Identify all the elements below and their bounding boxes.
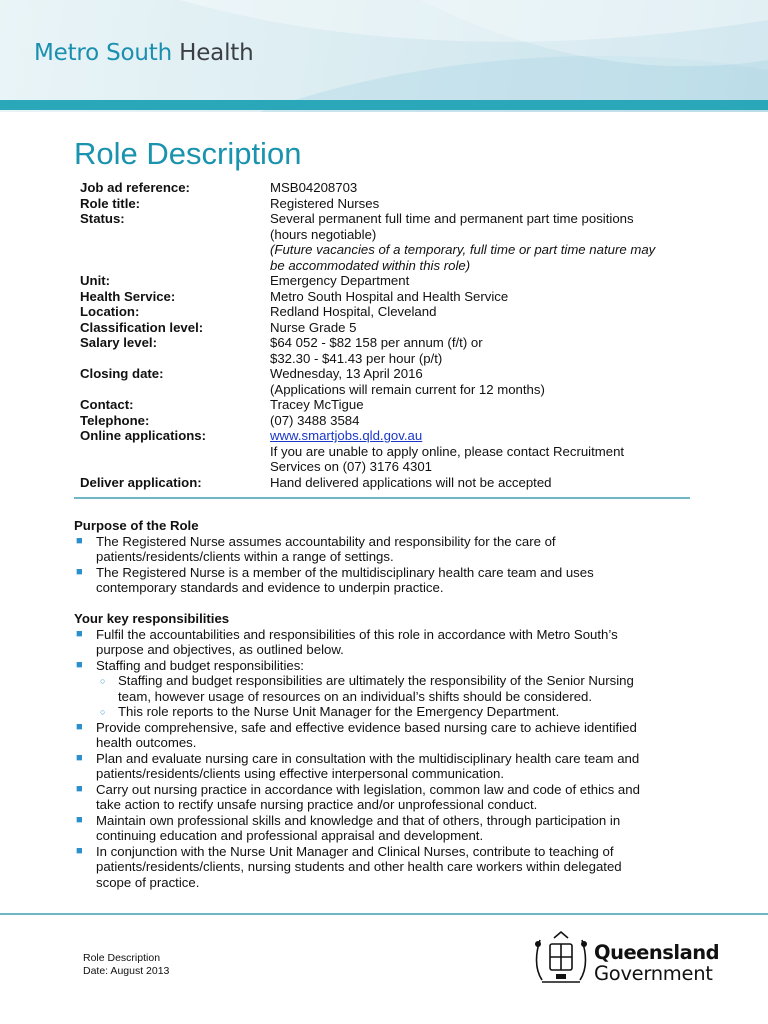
list-item bbox=[74, 751, 694, 782]
purpose-section bbox=[74, 518, 694, 596]
detail-value-line: Emergency Department bbox=[270, 273, 410, 288]
list-item-text: Plan and evaluate nursing care in consultation with the multidisciplinary health care team and bbox=[96, 750, 640, 766]
detail-row bbox=[80, 335, 700, 366]
detail-value-line: Metro South Hospital and Health Service bbox=[270, 288, 509, 304]
list-item-text: take action to rectify unsafe nursing practice and/or unprofessional conduct. bbox=[96, 797, 538, 812]
detail-row bbox=[80, 304, 700, 320]
detail-value bbox=[270, 428, 700, 475]
detail-value bbox=[270, 211, 700, 273]
list-item-text: Carry out nursing practice in accordance with legislation, common law and code of ethics and bbox=[96, 781, 640, 797]
detail-value-line: (07) 3488 3584 bbox=[270, 412, 360, 428]
detail-label: Salary level: bbox=[80, 335, 157, 350]
detail-value-line: Nurse Grade 5 bbox=[270, 319, 357, 335]
list-item-text: scope of practice. bbox=[96, 874, 200, 890]
detail-row bbox=[80, 196, 700, 212]
list-item bbox=[74, 658, 694, 674]
queensland-government-wordmark bbox=[594, 942, 719, 984]
detail-value-line: (hours negotiable) bbox=[270, 226, 377, 242]
list-item bbox=[74, 534, 694, 565]
header-band bbox=[0, 100, 768, 110]
brand-part1: Metro South bbox=[34, 40, 172, 66]
divider bbox=[74, 497, 690, 499]
detail-value-line: Registered Nurses bbox=[270, 195, 380, 211]
list-item-text: Provide comprehensive, safe and effective evidence based nursing care to achieve identified bbox=[96, 719, 637, 735]
circle-bullet-icon: ○ bbox=[100, 676, 106, 686]
sub-list-item bbox=[74, 673, 694, 704]
responsibilities-section bbox=[74, 611, 694, 890]
detail-row bbox=[80, 211, 700, 273]
detail-row bbox=[80, 397, 700, 413]
footer-divider bbox=[0, 913, 768, 915]
square-bullet-icon: ■ bbox=[76, 720, 83, 733]
detail-row bbox=[80, 180, 700, 196]
list-item bbox=[74, 627, 694, 658]
detail-value bbox=[270, 289, 700, 305]
detail-label: Job ad reference: bbox=[80, 180, 190, 195]
list-item-text: The Registered Nurse assumes accountability and responsibility for the care of bbox=[96, 533, 556, 549]
square-bullet-icon: ■ bbox=[76, 658, 83, 671]
detail-row bbox=[80, 413, 700, 429]
detail-value bbox=[270, 475, 700, 491]
detail-value-line: MSB04208703 bbox=[270, 180, 358, 195]
detail-row bbox=[80, 366, 700, 397]
list-item-text: purpose and objectives, as outlined below. bbox=[96, 642, 344, 657]
circle-bullet-icon: ○ bbox=[100, 707, 106, 717]
detail-value-line: $64 052 - $82 158 per annum (f/t) or bbox=[270, 335, 483, 350]
sub-list-item bbox=[74, 704, 694, 720]
detail-row bbox=[80, 320, 700, 336]
detail-label: Health Service: bbox=[80, 288, 176, 304]
square-bullet-icon: ■ bbox=[76, 534, 83, 547]
wordmark-queensland: Queensland bbox=[594, 941, 720, 964]
list-item bbox=[74, 720, 694, 751]
square-bullet-icon: ■ bbox=[76, 565, 83, 578]
detail-value-note: be accommodated within this role) bbox=[270, 257, 471, 273]
detail-label: Contact: bbox=[80, 397, 134, 412]
footer-doc-name: Role Description bbox=[83, 952, 161, 964]
detail-label: Deliver application: bbox=[80, 474, 202, 490]
detail-value bbox=[270, 180, 700, 196]
detail-label: Telephone: bbox=[80, 412, 150, 428]
detail-value bbox=[270, 273, 700, 289]
brand-part2: Health bbox=[179, 40, 254, 66]
list-item bbox=[74, 844, 694, 891]
responsibilities-heading: Your key responsibilities bbox=[74, 611, 230, 626]
list-item-text: team, however usage of resources on an individual’s shifts should be considered. bbox=[118, 688, 593, 704]
list-item-text: patients/residents/clients, nursing students and other health care workers within delegated bbox=[96, 859, 622, 874]
detail-value-line: Redland Hospital, Cleveland bbox=[270, 304, 437, 319]
detail-label: Online applications: bbox=[80, 428, 207, 443]
detail-value bbox=[270, 196, 700, 212]
detail-row bbox=[80, 289, 700, 305]
detail-value bbox=[270, 304, 700, 320]
detail-label: Location: bbox=[80, 304, 140, 319]
list-item-text: Staffing and budget responsibilities are ultimately the responsibility of the Senior Nursing bbox=[118, 673, 634, 688]
detail-value bbox=[270, 335, 700, 366]
footer-date: Date: August 2013 bbox=[83, 964, 170, 977]
square-bullet-icon: ■ bbox=[76, 813, 83, 826]
list-item-text: In conjunction with the Nurse Unit Manager and Clinical Nurses, contribute to teaching of bbox=[96, 843, 614, 859]
detail-value-line: Several permanent full time and permanent part time positions bbox=[270, 211, 634, 226]
detail-label: Status: bbox=[80, 211, 125, 226]
page-header bbox=[0, 0, 768, 112]
page-title: Role Description bbox=[74, 136, 302, 171]
detail-value-line: Wednesday, 13 April 2016 bbox=[270, 366, 423, 381]
smartjobs-link[interactable]: www.smartjobs.qld.gov.au bbox=[270, 428, 423, 443]
footer bbox=[83, 952, 169, 977]
square-bullet-icon: ■ bbox=[76, 844, 83, 857]
brand-logo bbox=[34, 40, 253, 66]
square-bullet-icon: ■ bbox=[76, 751, 83, 764]
purpose-list bbox=[74, 534, 694, 596]
square-bullet-icon: ■ bbox=[76, 627, 83, 640]
detail-label: Classification level: bbox=[80, 319, 204, 335]
list-item-text: Maintain own professional skills and knowledge and that of others, through participation in bbox=[96, 812, 621, 828]
detail-value-note: (Future vacancies of a temporary, full time or part time nature may bbox=[270, 242, 656, 257]
role-details bbox=[80, 180, 700, 490]
wordmark-government: Government bbox=[594, 962, 713, 985]
detail-row bbox=[80, 273, 700, 289]
purpose-heading: Purpose of the Role bbox=[74, 518, 199, 533]
list-item-text: Staffing and budget responsibilities: bbox=[96, 657, 304, 673]
detail-value bbox=[270, 366, 700, 397]
list-item-text: The Registered Nurse is a member of the multidisciplinary health care team and uses bbox=[96, 564, 594, 580]
detail-value bbox=[270, 320, 700, 336]
list-item-text: Fulfil the accountabilities and responsibilities of this role in accordance with Metro South’s bbox=[96, 626, 618, 642]
list-item-text: This role reports to the Nurse Unit Manager for the Emergency Department. bbox=[118, 704, 560, 719]
detail-value bbox=[270, 413, 700, 429]
detail-value-line: Services on (07) 3176 4301 bbox=[270, 459, 433, 474]
responsibilities-list bbox=[74, 627, 694, 891]
list-item bbox=[74, 782, 694, 813]
list-item-text: patients/residents/clients within a range of settings. bbox=[96, 549, 394, 564]
list-item bbox=[74, 565, 694, 596]
detail-row bbox=[80, 475, 700, 491]
detail-value-line: Tracey McTigue bbox=[270, 397, 364, 412]
detail-label: Role title: bbox=[80, 195, 141, 211]
square-bullet-icon: ■ bbox=[76, 782, 83, 795]
list-item-text: continuing education and professional appraisal and development. bbox=[96, 828, 484, 843]
detail-label: Closing date: bbox=[80, 366, 164, 381]
detail-value-line: Hand delivered applications will not be accepted bbox=[270, 474, 552, 490]
detail-label: Unit: bbox=[80, 273, 111, 288]
list-item-text: patients/residents/clients using effective interpersonal communication. bbox=[96, 766, 505, 781]
detail-value-line: If you are unable to apply online, please contact Recruitment bbox=[270, 443, 625, 459]
list-item-text: contemporary standards and evidence to underpin practice. bbox=[96, 580, 444, 595]
list-item-text: health outcomes. bbox=[96, 735, 197, 750]
detail-value-line: $32.30 - $41.43 per hour (p/t) bbox=[270, 350, 443, 366]
detail-value bbox=[270, 397, 700, 413]
detail-value-line: (Applications will remain current for 12 months) bbox=[270, 381, 545, 397]
list-item bbox=[74, 813, 694, 844]
detail-row bbox=[80, 428, 700, 475]
